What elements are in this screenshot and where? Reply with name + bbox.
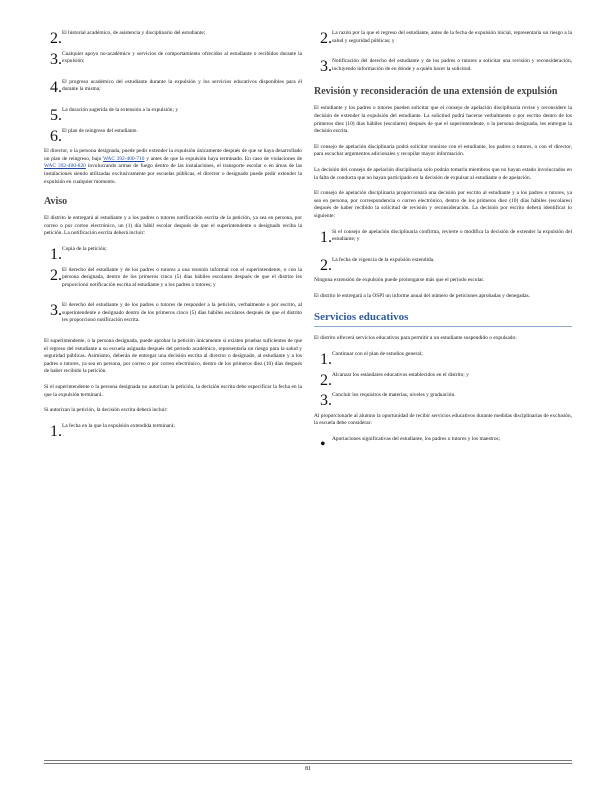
- wac-820-link[interactable]: WAC 392-400-820: [44, 163, 86, 170]
- left-column: [44, 30, 302, 443]
- servicios-list: [314, 351, 572, 410]
- left-top-list: [44, 30, 302, 145]
- revision-heading: Revisión y reconsideración de una extensión de expulsión: [314, 86, 558, 98]
- authorized-list: [44, 422, 302, 440]
- list-item: 5. La duración sugerida de la extensión a la expulsión; y: [50, 106, 179, 124]
- list-item: 2. La fecha de vigencia de la expulsión extendida.: [320, 256, 435, 274]
- wac-710-link[interactable]: WAC 392-400-710: [102, 155, 145, 162]
- list-item: 2. La razón por la que el regreso del estudiante, antes de la fecha de expulsión inicial, representaría un riesgo a la salud y seguridad públicas; y: [320, 30, 572, 47]
- list-item: 3. Notificación del derecho del estudiante y de los padres o tutores a solicitar una revisión y reconsideración, incluyendo información de en dónde y a quién hacer la solicitud.: [320, 58, 572, 76]
- list-item: 6. El plan de reingreso del estudiante.: [50, 127, 138, 145]
- list-item: 1. La fecha en la que la expulsión extendida terminará;: [50, 422, 175, 440]
- list-item: 2. El derecho del estudiante y de los padres o tutores a una reunión informal con el superintendente, o con la persona designada, dentro de los primeros cinco (5) días hábiles escolares después de que el distrito les proporcionó notificación escrita al estudiante y a los padres o tutores; y: [50, 266, 302, 288]
- list-item: • Aportaciones significativas del estudiante, los padres o tutores y los maestros;: [320, 436, 501, 454]
- page-number: 81: [305, 766, 311, 772]
- list-item: 3. Concluir los requisitos de materias, niveles y graduación.: [320, 392, 456, 410]
- footer-rule: [44, 760, 572, 761]
- authorized-paragraph: Si autorizan la petición, la decisión escrita deberá incluir:: [44, 407, 168, 414]
- servicios-paragraph: El distrito ofrecerá servicios educativos para permitir a un estudiante suspendido o expulsado:: [314, 335, 517, 342]
- right-top-list: [314, 30, 572, 76]
- revision-list: [314, 228, 572, 274]
- aviso-paragraph: El distrito le entregará al estudiante y a los padres o tutores notificación escrita de la petición, ya sea en persona, por correo o por correo electrónico, un (1) día hábil escolar después de que el superintendente o designado reciba la petición. La notificación escrita deberá incluir:: [44, 215, 302, 237]
- consider-list: [314, 436, 572, 454]
- no-extension-paragraph: Ninguna extensión de expulsión puede prolongarse más que el período escolar.: [314, 277, 485, 284]
- right-column: [314, 30, 572, 457]
- list-item: 3. Cualquier apoyo no-académico y servicios de comportamiento ofrecidos al estudiante o recibidos durante la expulsión;: [50, 50, 302, 68]
- aviso-heading: Aviso: [44, 196, 68, 208]
- list-item: 1. Copia de la petición;: [50, 245, 107, 263]
- revision-paragraph: La decisión del consejo de apelación disciplinaria solo podrán tomarla miembros que no hayan estado involucrados en la falta de conducta que no hayan participado en la decisión de expulsar al estudiante o de apelación.: [314, 166, 572, 181]
- revision-paragraph: El consejo de apelación disciplinaria podrá solicitar reunirse con el estudiante, los padres o tutores, o con el director, para escuchar argumentos adicionales y recopilar mayor información.: [314, 143, 572, 158]
- aviso-list: [44, 246, 302, 325]
- revision-paragraph: El consejo de apelación disciplinaria proporcionará una decisión por escrito al estudiante y a los padres o tutores, ya sea en persona, por correspondencia o correo electrónico, dentro de los primeros diez (10) días hábiles (escolares) después de haber recibido la solicitud de revisión y reconsideración. La decisión por escrito deberá identificar lo siguiente:: [314, 190, 572, 219]
- list-item: 3. El derecho del estudiante y de los padres o tutores de responder a la petición, verbalmente o por escrito, al superintendente o designado dentro de los primeros cinco (5) días hábiles escolares después de que el distrito les proporcionó notificación escrita.: [50, 302, 302, 324]
- superintendent-paragraph: El superintendente, o la persona designada, puede aprobar la petición únicamente si existen pruebas suficientes de que el regreso del estudiante a su escuela asignada después del período académico, representaría un riesgo para la salud y seguridad públicas. Asimismo, deberán de entregar una decisión escrita al director o designado, al estudiante y a los padres o tutores, ya sea en persona, por correo o por correo electrónico, dentro de los primeros diez (10) días después de haber recibido la petición.: [44, 338, 302, 375]
- footer-rule-secondary: [44, 763, 572, 764]
- list-item: 4. El progreso académico del estudiante durante la expulsión y los servicios educativos disponibles para él durante la misma;: [50, 78, 302, 96]
- servicios-heading: Servicios educativos: [314, 312, 572, 327]
- consider-paragraph: Al proporcionarle al alumno la oportunidad de recibir servicios educativos durante medidas disciplinarias de exclusión, la escuela debe considerar:: [314, 412, 572, 427]
- list-item: 1. Continuar con el plan de estudios general;: [320, 351, 423, 369]
- revision-paragraph: El estudiante y los padres o tutores pueden solicitar que el consejo de apelación disciplinaria revise y reconsidere la decisión de extender la expulsión del estudiante. La solicitud podrá hacerse verbalmente o por escrito dentro de los primeros diez (10) días hábiles (escolares) después de que el superintendente, o la persona designada, les entregue la decisión escrita.: [314, 105, 572, 135]
- list-item: 2. Alcanzar los estándares educativos establecidos en el distrito; y: [320, 371, 469, 389]
- list-item: 1. Si el consejo de apelación disciplinaria confirma, revierte o modifica la decisión de extender la expulsión del estudiante; y: [320, 228, 572, 246]
- list-item: 2. El historial académico, de asistencia y disciplinario del estudiante;: [50, 30, 206, 47]
- not-authorized-paragraph: Si el superintendente o la persona designada no autorizan la petición, la decisión escrita debe especificar la fecha en la que la expulsión terminará.: [44, 384, 302, 398]
- director-paragraph: El director, o la persona designada, puede pedir extender la expulsión únicamente después de que se haya desarrollado un plan de reingreso, bajo WAC 392-400-710 y antes de que la expulsión haya terminado. En caso de violaciones de WAC 392-400-820 involucrando armas de fuego dentro de las instalaciones, el transporte escolar o en áreas de las instalaciones siendo utilizadas exclusivamente por escuelas públicas, el director o designado puede pedir extender la expulsión en cualquier momento.: [44, 148, 302, 185]
- ospi-report-paragraph: El distrito le entregará a la OSPI un informe anual del número de peticiones aprobadas y denegadas.: [314, 292, 531, 299]
